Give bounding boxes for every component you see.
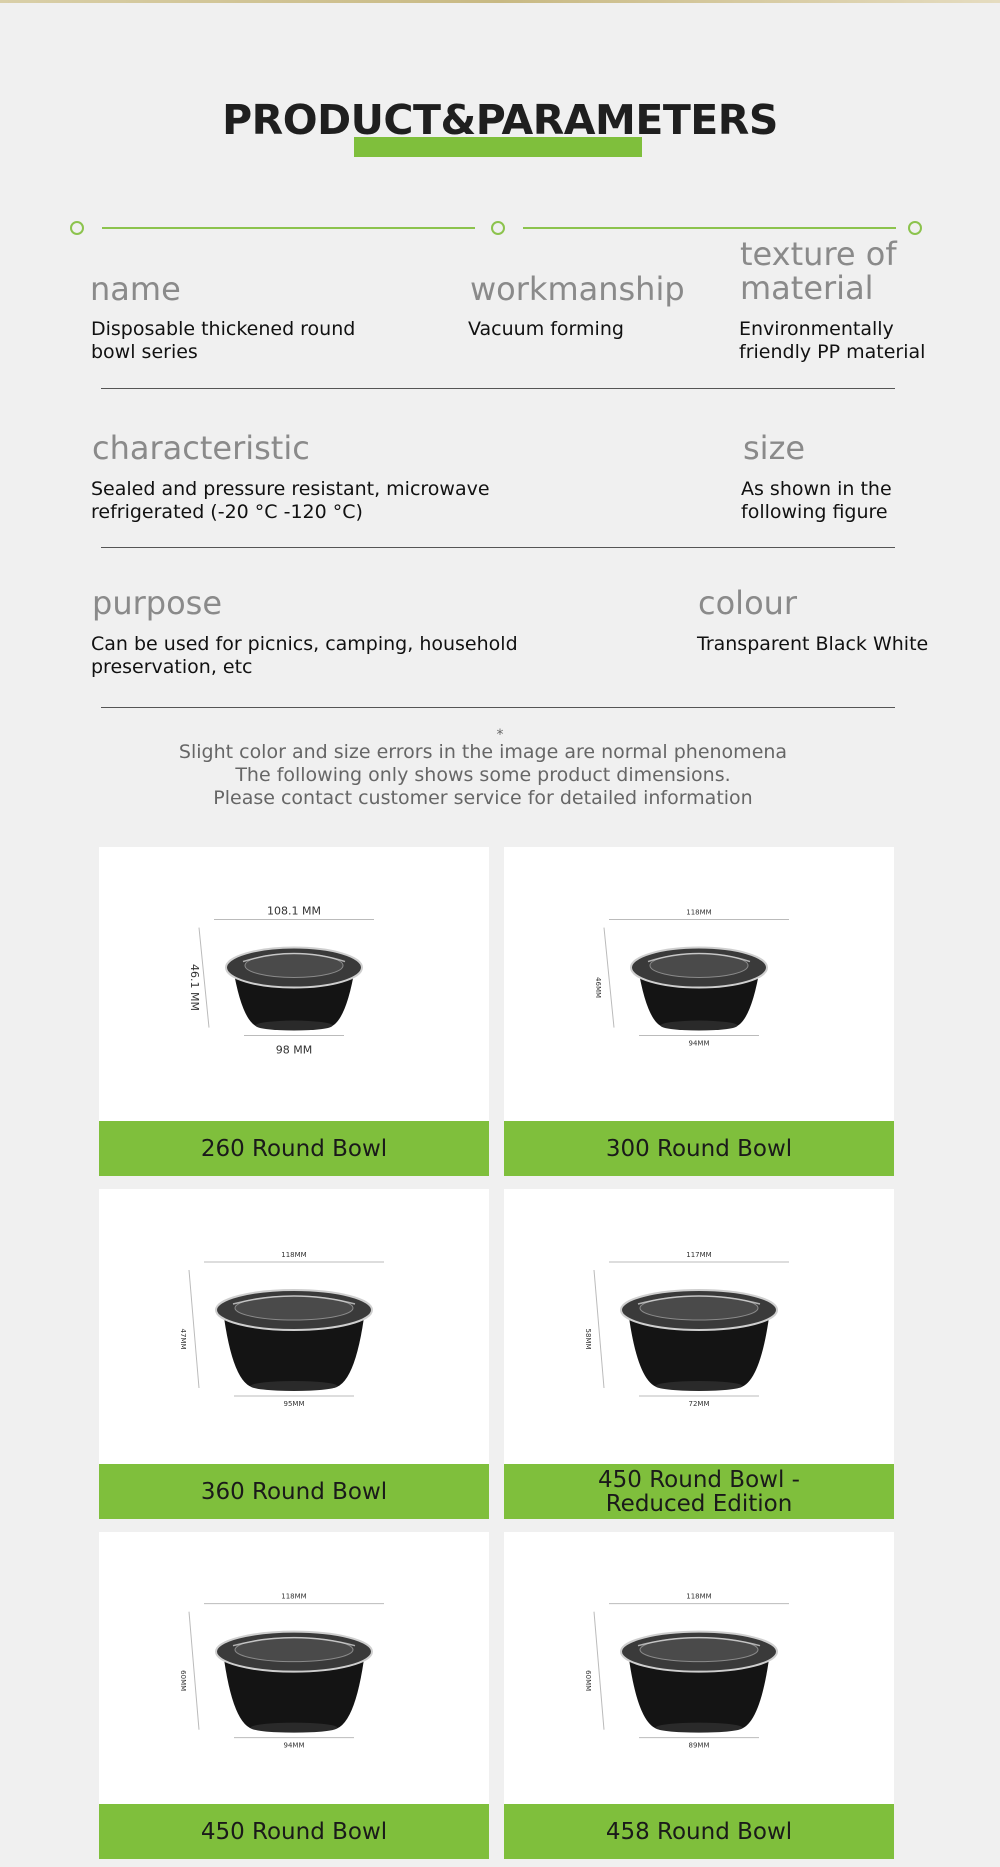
top-dimension-text: 118MM: [686, 1592, 712, 1601]
product-label-line: 458 Round Bowl: [605, 1818, 793, 1845]
bowl-base: [656, 1723, 743, 1733]
param-colour-line: Transparent Black White: [697, 633, 929, 655]
bowl-image: [99, 1189, 489, 1464]
param-name-line: Disposable thickened round: [91, 318, 356, 340]
product-label-line: 450 Round Bowl -: [598, 1466, 800, 1493]
bottom-dimension-text: 89MM: [688, 1741, 710, 1750]
bowl-base: [251, 1381, 338, 1391]
page-title: PRODUCT&PARAMETERS: [222, 96, 778, 144]
param-purpose-value: [91, 633, 518, 679]
param-size-line: As shown in the: [741, 478, 892, 500]
param-texture-line: friendly PP material: [739, 341, 926, 363]
bottom-dimension-text: 95MM: [283, 1400, 305, 1408]
product-card: [99, 847, 489, 1176]
param-characteristic-value: [91, 478, 490, 524]
param-colour-label: colour: [698, 584, 798, 622]
decor-line-left: [102, 227, 475, 229]
bottom-dimension-text: 94MM: [688, 1039, 710, 1048]
param-purpose-label: purpose: [92, 584, 222, 622]
bowl-illustration: [504, 1189, 894, 1464]
param-workmanship-line: Vacuum forming: [468, 318, 624, 340]
product-card: [99, 1189, 489, 1519]
bowl-image: [99, 1532, 489, 1804]
circle-marker-icon: [70, 221, 84, 235]
top-dimension-text: 118MM: [686, 908, 712, 917]
top-border: [0, 0, 1000, 3]
product-label-line: 300 Round Bowl: [605, 1135, 793, 1162]
param-characteristic-line: refrigerated (-20 °C -120 °C): [91, 501, 363, 523]
param-texture-label-line: texture of: [740, 235, 897, 273]
note-line: Please contact customer service for detailed information: [213, 787, 753, 809]
circle-marker-icon: [908, 221, 922, 235]
height-dimension-line: [594, 1270, 604, 1388]
bowl-illustration: [99, 1532, 489, 1804]
product-card: [99, 1532, 489, 1859]
bowl-image: [504, 1189, 894, 1464]
top-dimension-text: 108.1 MM: [267, 904, 321, 918]
param-characteristic-label: characteristic: [92, 429, 310, 467]
bottom-dimension-text: 98 MM: [275, 1043, 313, 1057]
height-dimension-text: 60MM: [584, 1670, 592, 1692]
param-colour-value: [697, 633, 928, 656]
divider: [101, 547, 895, 548]
product-label-line: Reduced Edition: [605, 1490, 793, 1517]
product-label: [99, 1804, 489, 1859]
param-size-label: size: [743, 429, 806, 467]
product-label: [99, 1121, 489, 1176]
param-size-value: [741, 478, 892, 524]
height-dimension-line: [594, 1612, 604, 1730]
note-line: Slight color and size errors in the image are normal phenomena: [178, 741, 788, 763]
param-purpose-line: preservation, etc: [91, 656, 253, 678]
product-label-line: 260 Round Bowl: [200, 1135, 388, 1162]
note-line: The following only shows some product dimensions.: [235, 764, 731, 786]
product-label: [504, 1804, 894, 1859]
param-texture-label: [740, 237, 897, 305]
top-dimension-text: 117MM: [686, 1251, 712, 1259]
param-name-value: [91, 318, 355, 364]
page-header: [0, 96, 1000, 144]
divider: [101, 388, 895, 389]
height-dimension-text: 47MM: [179, 1328, 187, 1350]
param-name-line: bowl series: [91, 341, 198, 363]
circle-marker-icon: [491, 221, 505, 235]
param-texture-value: [739, 318, 925, 364]
param-size-line: following figure: [741, 501, 888, 523]
note-asterisk: *: [496, 727, 504, 743]
top-dimension-text: 118MM: [281, 1251, 307, 1259]
height-dimension-text: 60MM: [179, 1670, 187, 1692]
param-texture-line: Environmentally: [739, 318, 894, 340]
disclaimer-note: [0, 741, 966, 810]
product-card: [504, 847, 894, 1176]
bowl-illustration: [504, 847, 894, 1121]
bottom-dimension-text: 94MM: [283, 1741, 305, 1750]
decor-line-right: [523, 227, 896, 229]
bowl-image: [504, 1532, 894, 1804]
product-label: [504, 1121, 894, 1176]
param-workmanship-label: workmanship: [470, 270, 685, 308]
product-label: [99, 1464, 489, 1519]
bowl-base: [256, 1021, 333, 1031]
product-label-line: 450 Round Bowl: [200, 1818, 388, 1845]
height-dimension-text: 46MM: [594, 977, 602, 999]
height-dimension-line: [604, 928, 614, 1028]
bowl-illustration: [99, 1189, 489, 1464]
height-dimension-text: 46.1 MM: [188, 964, 201, 1012]
product-label-line: 360 Round Bowl: [200, 1478, 388, 1505]
product-label: [504, 1464, 894, 1519]
product-card: [504, 1189, 894, 1519]
height-dimension-text: 58MM: [584, 1328, 592, 1350]
param-purpose-line: Can be used for picnics, camping, household: [91, 633, 518, 655]
divider: [101, 707, 895, 708]
bowl-illustration: [99, 847, 489, 1121]
height-dimension-line: [189, 1270, 199, 1388]
param-name-label: name: [90, 270, 181, 308]
height-dimension-line: [189, 1612, 199, 1730]
bowl-illustration: [504, 1532, 894, 1804]
bowl-base: [661, 1021, 738, 1031]
bottom-dimension-text: 72MM: [688, 1400, 710, 1408]
bowl-image: [504, 847, 894, 1121]
top-dimension-text: 118MM: [281, 1592, 307, 1601]
product-card: [504, 1532, 894, 1859]
param-characteristic-line: Sealed and pressure resistant, microwave: [91, 478, 490, 500]
param-workmanship-value: [468, 318, 624, 341]
bowl-base: [251, 1723, 338, 1733]
bowl-image: [99, 847, 489, 1121]
bowl-base: [656, 1381, 743, 1391]
param-texture-label-line: material: [740, 269, 874, 307]
